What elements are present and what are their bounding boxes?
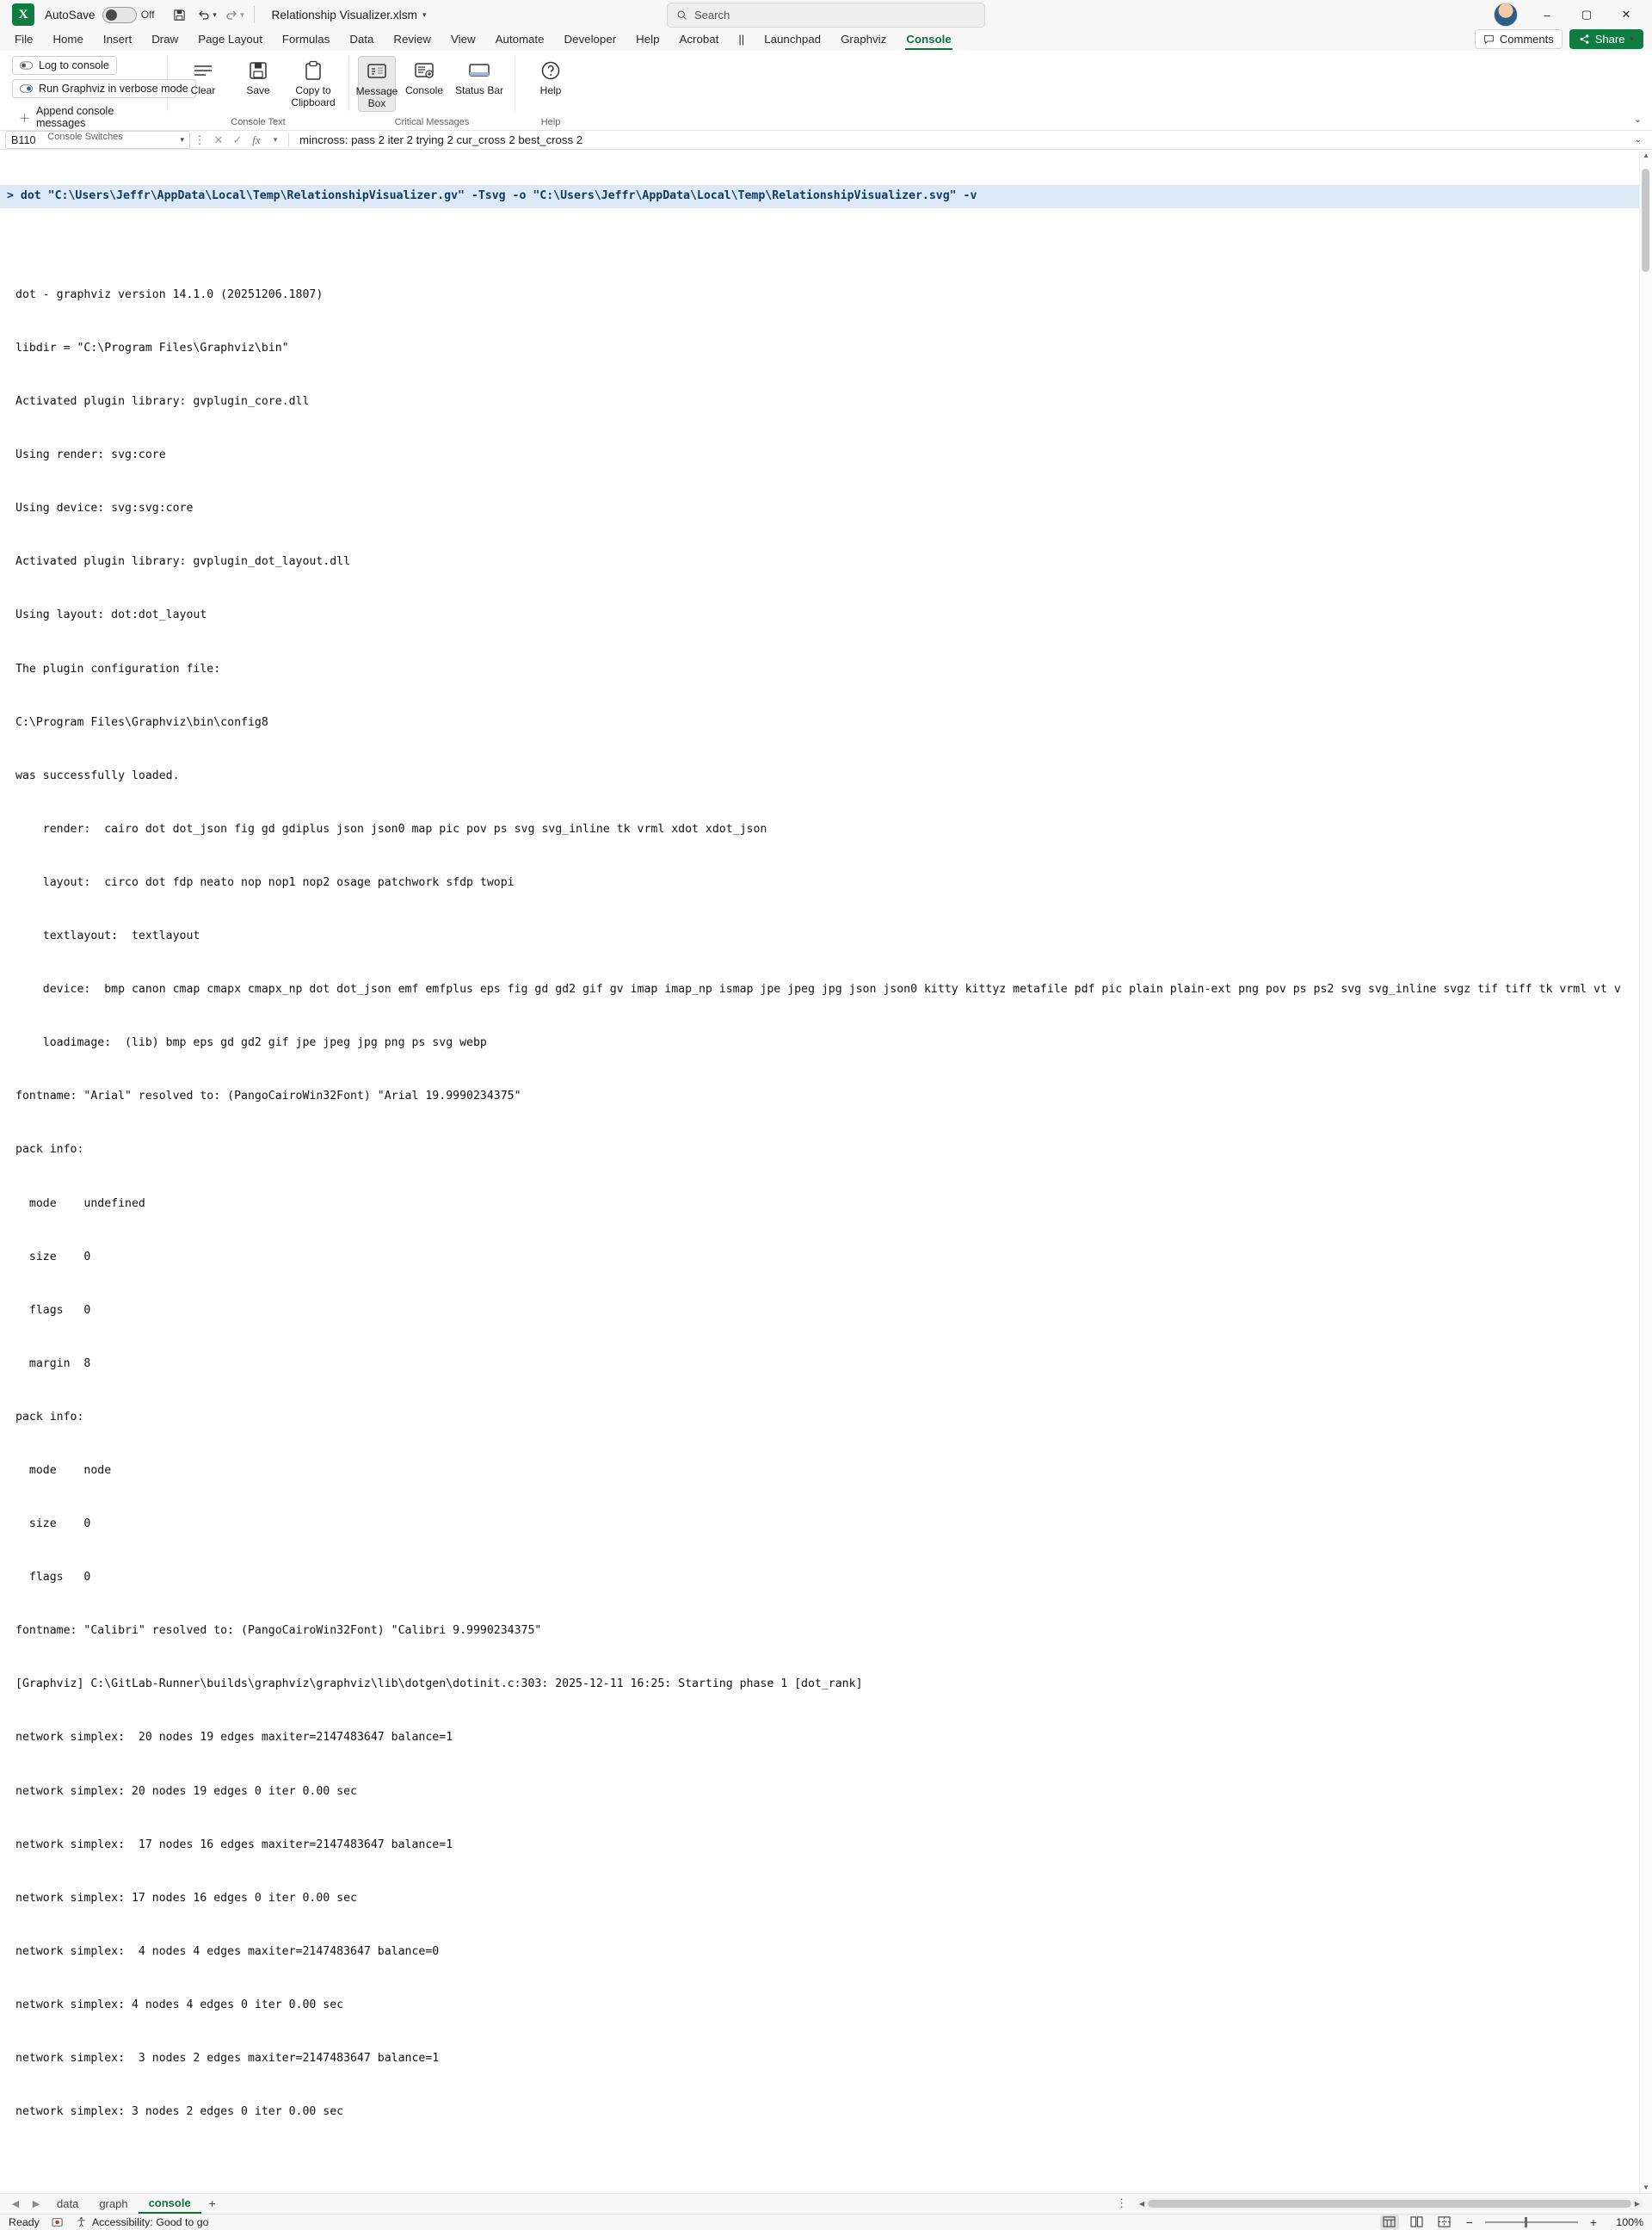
chevron-right-icon[interactable]: ▶ (32, 2198, 40, 2209)
console-icon (414, 59, 435, 82)
log-line: Using render: svg:core (15, 448, 166, 462)
sheet-tab-console[interactable]: console (139, 2194, 201, 2214)
search-placeholder: Search (694, 8, 730, 22)
clear-button[interactable] (176, 56, 230, 98)
horizontal-scrollbar-thumb[interactable] (1148, 2200, 1631, 2208)
group-name-help: Help (540, 117, 561, 127)
message-box-label: Message Box (355, 85, 398, 110)
log-to-console-button[interactable] (12, 56, 117, 75)
accessibility-label: Accessibility: Good to go (91, 2215, 209, 2228)
share-icon (1579, 34, 1590, 45)
scroll-up-icon[interactable]: ▲ (1643, 151, 1649, 159)
zoom-level[interactable]: 100% (1616, 2215, 1643, 2228)
console-text[interactable] (0, 150, 1639, 2193)
zoom-track (1485, 2221, 1578, 2223)
log-line: network simplex: 3 nodes 2 edges 0 iter 0.00 sec (15, 2105, 344, 2119)
run-graphviz-verbose-label: Run Graphviz in verbose mode (39, 83, 188, 95)
tab-insert[interactable]: Insert (102, 33, 133, 46)
formula-input[interactable]: mincross: pass 2 iter 2 trying 2 cur_cross 2 best_cross 2 (293, 131, 1630, 149)
page-break-view-icon[interactable] (1435, 2215, 1454, 2230)
log-line: size 0 (15, 1517, 91, 1531)
formula-bar-divider (288, 133, 289, 147)
autosave-state: Off (140, 9, 155, 21)
tab-review[interactable]: Review (393, 33, 432, 46)
status-bar-button[interactable] (453, 56, 506, 98)
hscroll-right-icon[interactable]: ▶ (1634, 2199, 1641, 2208)
tab-help[interactable]: Help (636, 33, 660, 46)
log-line: Activated plugin library: gvplugin_dot_layout.dll (15, 555, 351, 569)
log-line: network simplex: 17 nodes 16 edges 0 iter 0.00 sec (15, 1891, 357, 1905)
tab-developer[interactable]: Developer (564, 33, 617, 46)
log-line: loadimage: (lib) bmp eps gd gd2 gif jpe jpeg jpg png ps svg webp (15, 1036, 487, 1050)
log-line: mode node (15, 1463, 112, 1477)
autosave-toggle[interactable] (102, 7, 155, 23)
copy-to-clipboard-label: Copy to Clipboard (291, 84, 336, 109)
log-line: network simplex: 3 nodes 2 edges maxiter=2147483647 balance=1 (15, 2052, 440, 2066)
ribbon-tab-strip (0, 29, 1652, 51)
excel-icon: X (12, 3, 34, 26)
console-button-label: Console (404, 84, 444, 96)
run-graphviz-verbose-button[interactable] (12, 79, 196, 98)
search-input[interactable] (667, 3, 985, 28)
tab-automate[interactable]: Automate (495, 33, 545, 46)
undo-icon[interactable]: ▾ (194, 2, 220, 28)
ribbon-group-console-text (170, 51, 347, 130)
add-sheet-button[interactable]: + (208, 2196, 216, 2211)
append-console-messages-label: Append console messages (36, 105, 114, 129)
autosave-control[interactable] (45, 7, 155, 23)
tab-draw[interactable]: Draw (151, 33, 179, 46)
group-name-console-switches: Console Switches (47, 132, 123, 142)
autosave-label: AutoSave (45, 8, 96, 22)
comments-label: Comments (1499, 33, 1554, 46)
clear-label: Clear (190, 84, 216, 96)
sheet-tab-bar (0, 2193, 1652, 2214)
zoom-slider[interactable] (1485, 2216, 1578, 2228)
share-button[interactable] (1569, 29, 1643, 49)
log-line: Activated plugin library: gvplugin_core.dll (15, 395, 310, 409)
log-line: The plugin configuration file: (15, 662, 221, 676)
chevron-up-icon[interactable]: ⌄ (1633, 114, 1642, 125)
group-name-console-text: Console Text (231, 117, 286, 127)
log-line: mode undefined (15, 1196, 145, 1210)
message-box-icon (367, 60, 387, 83)
tab-formulas[interactable]: Formulas (281, 33, 330, 46)
console-log-lines (0, 244, 1639, 2158)
log-to-console-label: Log to console (39, 59, 109, 71)
tab-home[interactable]: Home (52, 33, 83, 46)
accessibility-status[interactable] (76, 2216, 209, 2228)
tab-file[interactable]: File (15, 33, 34, 46)
vertical-dots-icon[interactable]: ⋮ (194, 133, 206, 146)
tab-view[interactable]: View (451, 33, 476, 46)
log-line: fontname: "Arial" resolved to: (PangoCairoWin32Font) "Arial 19.9990234375" (15, 1090, 521, 1103)
status-bar-label: Status Bar (454, 84, 504, 96)
document-title-text: Relationship Visualizer.xlsm (271, 8, 417, 22)
log-line: network simplex: 4 nodes 4 edges maxiter=2147483647 balance=0 (15, 1944, 440, 1958)
log-line: flags 0 (15, 1303, 91, 1317)
title-bar (0, 0, 1652, 29)
accessibility-icon (76, 2216, 87, 2227)
save-console-label: Save (246, 84, 270, 96)
floppy-icon (248, 59, 268, 82)
horizontal-dots-icon[interactable]: ⋮ (1116, 2196, 1127, 2210)
name-box-chevron-down-icon[interactable]: ▾ (180, 135, 184, 144)
log-line: textlayout: textlayout (15, 930, 200, 943)
log-line: device: bmp canon cmap cmapx cmapx_np dot dot_json emf emfplus eps fig gd gd2 gif gv imap imap_np ismap jpe jpeg jpg json json0 kitty kittyz metafile pdf pic plain plain-ext png pov ps ps2 svg svg_inline svgz tif tiff tk vrml vt v (15, 983, 1621, 997)
log-line: network simplex: 4 nodes 4 edges 0 iter 0.00 sec (15, 1998, 344, 2011)
copy-to-clipboard-button[interactable] (287, 56, 340, 110)
tab-console[interactable]: Console (897, 29, 960, 51)
tab-separator: || (738, 33, 745, 46)
log-line: flags 0 (15, 1571, 91, 1584)
ribbon-divider-2 (348, 56, 349, 111)
status-bar (0, 2214, 1652, 2230)
confirm-icon[interactable]: ✓ (232, 133, 243, 146)
append-console-messages-button[interactable] (12, 102, 158, 132)
log-line: Using device: svg:svg:core (15, 502, 194, 516)
log-line: libdir = "C:\Program Files\Graphviz\bin" (15, 342, 289, 355)
lines-icon (191, 59, 215, 82)
help-button[interactable] (524, 56, 577, 98)
sheet-tab-graph[interactable]: graph (99, 2196, 128, 2210)
maximize-button[interactable]: ▢ (1581, 8, 1593, 21)
zoom-slider-handle[interactable] (1525, 2217, 1527, 2227)
log-line: Using layout: dot:dot_layout (15, 608, 207, 622)
hscroll-left-icon[interactable]: ◀ (1138, 2199, 1145, 2208)
formula-bar-expand-icon[interactable]: ⌄ (1634, 135, 1643, 145)
tab-acrobat[interactable]: Acrobat (679, 33, 719, 46)
log-line: network simplex: 20 nodes 19 edges 0 iter 0.00 sec (15, 1784, 357, 1798)
vertical-scrollbar[interactable] (1639, 150, 1652, 2193)
horizontal-scrollbar[interactable] (1136, 2198, 1643, 2209)
plus-icon: ＋ (19, 111, 31, 125)
tab-launchpad[interactable]: Launchpad (764, 33, 822, 46)
verbose-icon (20, 84, 33, 93)
console-command-line: > dot "C:\Users\Jeffr\AppData\Local\Temp\RelationshipVisualizer.gv" -Tsvg -o "C:\Users\Jeffr\AppData\Local\Temp\RelationshipVisualizer.svg" -v (0, 185, 1639, 208)
clipboard-icon (304, 59, 323, 82)
share-chevron-down-icon[interactable]: ▾ (1630, 34, 1634, 43)
name-box-value: B110 (11, 133, 36, 146)
tab-graphviz[interactable]: Graphviz (841, 33, 887, 46)
help-label: Help (539, 84, 562, 96)
toolbar-divider (254, 6, 255, 23)
normal-view-icon[interactable] (1380, 2215, 1399, 2230)
avatar[interactable] (1494, 3, 1518, 27)
macro-record-icon[interactable] (52, 2217, 64, 2227)
log-line: network simplex: 20 nodes 19 edges maxiter=2147483647 balance=1 (15, 1731, 453, 1745)
log-line: C:\Program Files\Graphviz\bin\config8 (15, 715, 268, 729)
log-line: [Graphviz] C:\GitLab-Runner\builds\graphviz\graphviz\lib\dotgen\dotinit.c:303: 2025-12-11 16:25: Starting phase 1 [dot_rank] (15, 1677, 863, 1691)
ribbon-group-critical-messages (351, 51, 513, 130)
ribbon-tabs-right (1475, 29, 1652, 51)
document-title[interactable] (265, 5, 434, 25)
group-name-critical-messages: Critical Messages (394, 117, 470, 127)
zoom-in-button[interactable]: + (1589, 2215, 1597, 2229)
log-line: fontname: "Calibri" resolved to: (PangoCairoWin32Font) "Calibri 9.9990234375" (15, 1624, 542, 1638)
log-line: dot - graphviz version 14.1.0 (20251206.1807) (15, 287, 324, 301)
log-line: render: cairo dot dot_json fig gd gdiplus json json0 map pic pov ps svg svg_inline tk vrml xdot xdot_json (15, 822, 767, 836)
toggle-icon (20, 61, 33, 70)
page-layout-view-icon[interactable] (1408, 2215, 1427, 2230)
function-chevron-down-icon[interactable]: ▾ (273, 135, 278, 144)
status-bar-icon (468, 59, 490, 82)
chevron-left-icon[interactable]: ◀ (11, 2198, 20, 2209)
save-console-button[interactable] (231, 56, 285, 98)
close-button[interactable]: ✕ (1621, 8, 1631, 21)
question-circle-icon (540, 59, 561, 82)
comments-button[interactable] (1475, 29, 1563, 49)
tab-data[interactable]: Data (349, 33, 374, 46)
sheet-tab-data[interactable]: data (57, 2196, 79, 2210)
comment-icon (1483, 34, 1495, 45)
zoom-out-button[interactable]: − (1465, 2215, 1473, 2229)
ribbon-group-help (517, 51, 584, 130)
vertical-scrollbar-thumb[interactable] (1642, 169, 1649, 272)
fx-icon[interactable]: fx (252, 133, 261, 146)
message-box-button[interactable] (355, 56, 398, 112)
log-line: margin 8 (15, 1356, 91, 1370)
console-output-area (0, 150, 1652, 2193)
title-bar-right (1494, 0, 1645, 29)
log-line: layout: circo dot fdp neato nop nop1 nop2 osage patchwork sfdp twopi (15, 875, 515, 889)
log-line: pack info: (15, 1143, 84, 1157)
scroll-down-icon[interactable]: ▼ (1643, 2183, 1649, 2191)
log-line: pack info: (15, 1410, 84, 1424)
cancel-icon[interactable]: ✕ (213, 133, 224, 146)
tab-page-layout[interactable]: Page Layout (198, 33, 262, 46)
console-button[interactable] (398, 56, 451, 98)
formula-bar (0, 131, 1652, 150)
log-line: size 0 (15, 1250, 91, 1263)
save-icon[interactable] (167, 2, 193, 28)
chevron-down-icon[interactable]: ▾ (422, 9, 427, 19)
minimize-button[interactable]: – (1544, 8, 1550, 22)
status-ready: Ready (9, 2215, 40, 2228)
share-label: Share (1594, 33, 1625, 46)
status-bar-right (1380, 2215, 1643, 2230)
search-icon (676, 9, 687, 21)
log-line: network simplex: 17 nodes 16 edges maxiter=2147483647 balance=1 (15, 1838, 453, 1851)
redo-icon[interactable]: ▾ (222, 2, 248, 28)
autosave-toggle-knob (106, 9, 117, 21)
log-line: was successfully loaded. (15, 769, 180, 782)
